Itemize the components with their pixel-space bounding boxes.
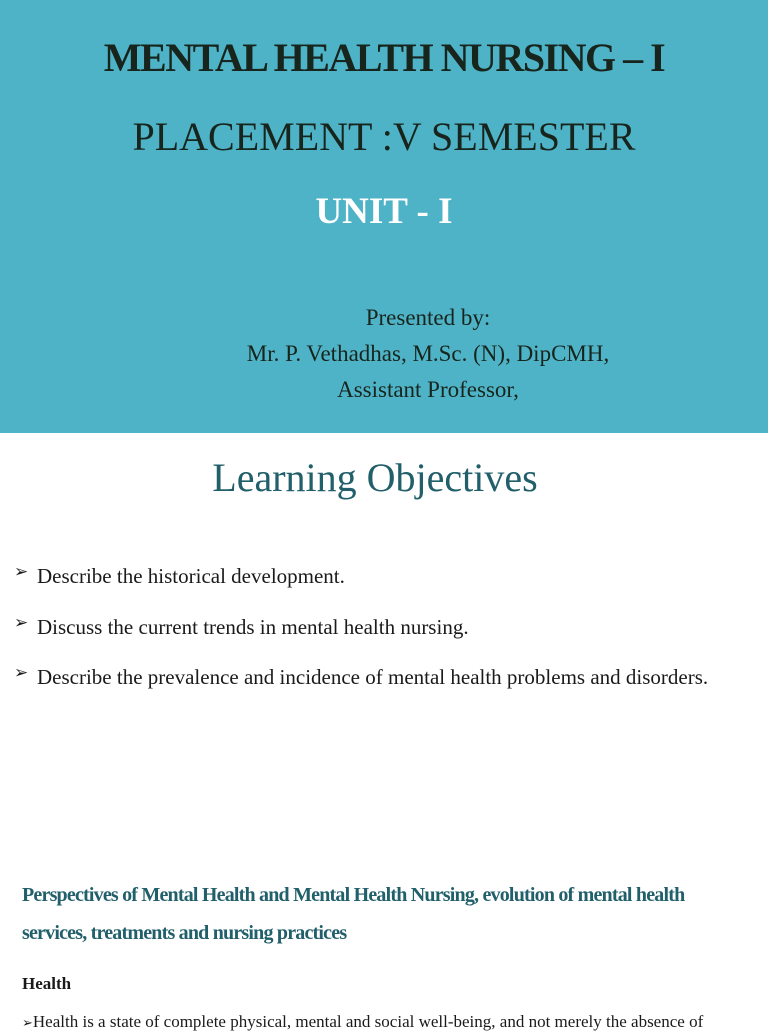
title-slide xyxy=(0,0,768,433)
list-item xyxy=(14,611,764,662)
arrow-bullet-icon: ➢ xyxy=(14,562,29,582)
arrow-bullet-icon: ➢ xyxy=(22,1016,33,1031)
learning-objectives-title: Learning Objectives xyxy=(212,455,538,500)
course-title: MENTAL HEALTH NURSING – I xyxy=(103,35,665,80)
objective-text: Describe the prevalence and incidence of mental health problems and disorders. xyxy=(37,665,709,689)
objective-text: Discuss the current trends in mental health nursing. xyxy=(37,614,469,639)
objectives-list xyxy=(14,560,764,712)
arrow-bullet-icon: ➢ xyxy=(14,663,29,683)
section-heading: Perspectives of Mental Health and Mental Health Nursing, evolution of mental health services, treatments and nursing practices xyxy=(22,884,685,944)
unit-label: UNIT - I xyxy=(315,191,453,232)
list-item xyxy=(14,560,764,611)
presenter-block xyxy=(178,300,678,408)
health-subheading: Health xyxy=(22,974,72,993)
presenter-role: Assistant Professor, xyxy=(337,377,519,402)
placement-subtitle: PLACEMENT :V SEMESTER xyxy=(132,114,636,159)
objective-text: Describe the historical development. xyxy=(37,564,345,588)
health-definition-text: Health is a state of complete physical, mental and social well-being, and not merely the absence of xyxy=(32,1012,704,1031)
presenter-name: Mr. P. Vethadhas, M.Sc. (N), DipCMH, xyxy=(246,341,610,366)
list-item xyxy=(14,661,764,712)
presented-by-label: Presented by: xyxy=(365,305,491,330)
arrow-bullet-icon: ➢ xyxy=(14,612,29,633)
health-definition xyxy=(22,1012,762,1032)
